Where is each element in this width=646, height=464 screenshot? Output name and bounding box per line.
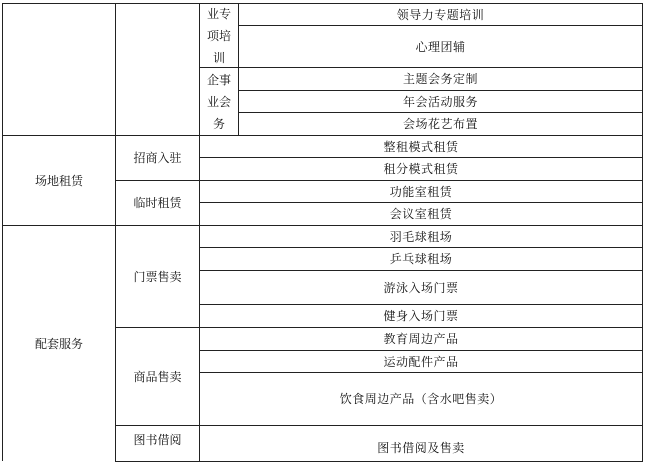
subcategory-cell: 临时租赁 xyxy=(133,196,182,210)
group-label-line: 务 xyxy=(212,116,225,131)
table-border-bottom xyxy=(115,461,643,462)
service-cell: 整租模式租赁 xyxy=(383,139,459,154)
subcategory-cell: 招商入驻 xyxy=(133,151,182,165)
service-cell: 会场花艺布置 xyxy=(402,117,478,131)
subcategory-cell-empty xyxy=(116,4,199,135)
service-cell: 饮食周边产品（含水吧售卖） xyxy=(339,392,503,406)
category-cell-empty xyxy=(3,4,115,135)
service-cell: 领导力专题培训 xyxy=(396,7,485,22)
table-border-right xyxy=(642,3,643,461)
group-label-line: 企事 xyxy=(206,72,231,87)
group-label-line: 业会 xyxy=(206,94,231,109)
service-cell: 功能室租赁 xyxy=(389,184,453,199)
subcategory-cell: 商品售卖 xyxy=(133,369,182,384)
subcategory-cell: 门票售卖 xyxy=(133,269,182,284)
service-cell: 心理团辅 xyxy=(415,39,466,54)
group-label-line: 业专 xyxy=(206,6,231,21)
group-label-line: 项培 xyxy=(206,28,231,43)
service-cell: 教育周边产品 xyxy=(383,332,459,346)
subcategory-cell: 图书借阅 xyxy=(133,433,182,447)
group-label-events xyxy=(200,68,238,135)
service-cell: 游泳入场门票 xyxy=(383,280,459,295)
group-label-line: 训 xyxy=(212,50,225,65)
category-cell-support-services: 配套服务 xyxy=(34,336,83,351)
service-cell: 图书借阅及售卖 xyxy=(377,441,465,455)
group-label-training xyxy=(200,4,238,67)
service-cell: 租分模式租赁 xyxy=(383,162,459,176)
service-cell: 年会活动服务 xyxy=(402,94,478,109)
service-cell: 健身入场门票 xyxy=(383,309,459,323)
service-cell: 乒乓球租场 xyxy=(389,252,453,266)
service-cell: 羽毛球租场 xyxy=(389,229,453,244)
category-cell-venue-rental: 场地租赁 xyxy=(34,173,83,188)
service-cell: 运动配件产品 xyxy=(383,354,459,369)
service-cell: 会议室租赁 xyxy=(389,207,453,221)
service-cell: 主题会务定制 xyxy=(402,72,478,86)
